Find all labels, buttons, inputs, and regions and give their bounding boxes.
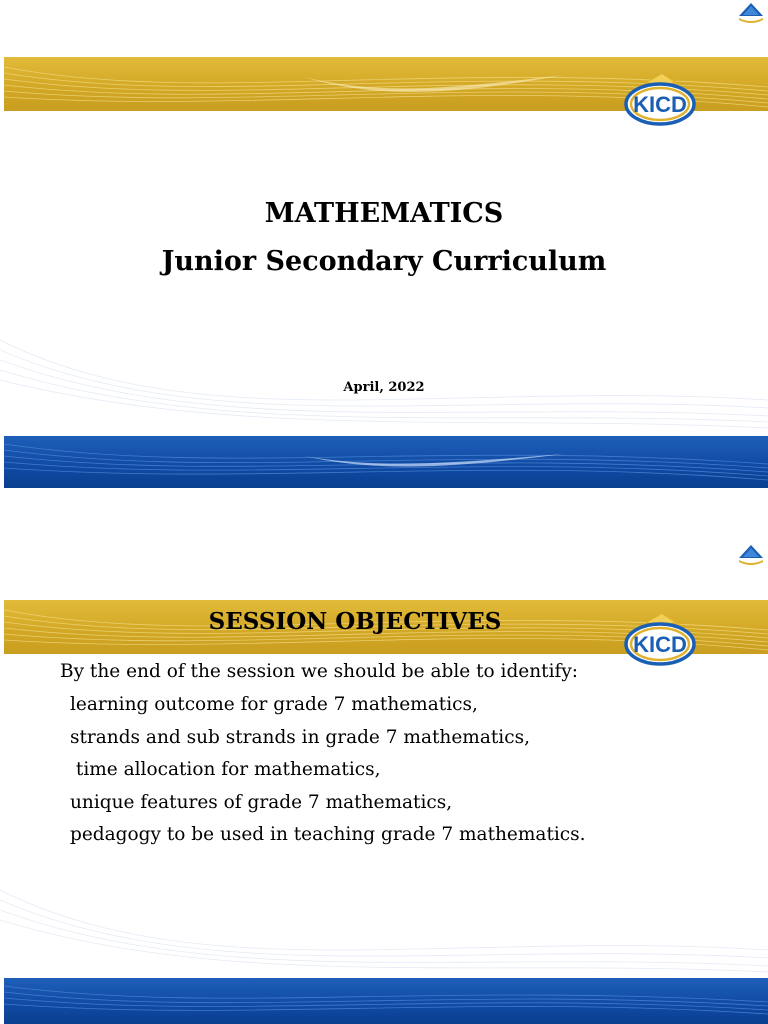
objective-item: time allocation for mathematics, bbox=[70, 759, 381, 780]
objective-item: pedagogy to be used in teaching grade 7 mathematics. bbox=[70, 824, 586, 845]
slide-heading: SESSION OBJECTIVES bbox=[208, 608, 502, 635]
objective-item: strands and sub strands in grade 7 mathematics, bbox=[70, 727, 530, 748]
slide-date: April, 2022 bbox=[343, 380, 425, 395]
background-waves bbox=[0, 850, 768, 990]
svg-text:KICD: KICD bbox=[633, 632, 687, 657]
objective-item: learning outcome for grade 7 mathematics, bbox=[70, 694, 478, 715]
objectives-intro: By the end of the session we should be able to identify: bbox=[60, 661, 579, 682]
svg-text:KICD: KICD bbox=[633, 92, 687, 117]
objectives-slide bbox=[0, 520, 768, 1024]
blue-footer-band bbox=[4, 978, 768, 1024]
title-slide bbox=[0, 0, 768, 500]
kicd-logo bbox=[622, 606, 698, 668]
pyramid-sun-icon bbox=[736, 0, 766, 26]
objective-item: unique features of grade 7 mathematics, bbox=[70, 792, 453, 813]
slide-title-subject: MATHEMATICS bbox=[264, 198, 504, 229]
pyramid-sun-icon bbox=[736, 542, 766, 568]
kicd-logo bbox=[622, 66, 698, 128]
background-waves bbox=[0, 300, 768, 440]
blue-footer-band bbox=[4, 436, 768, 488]
slide-title-curriculum: Junior Secondary Curriculum bbox=[161, 246, 607, 277]
